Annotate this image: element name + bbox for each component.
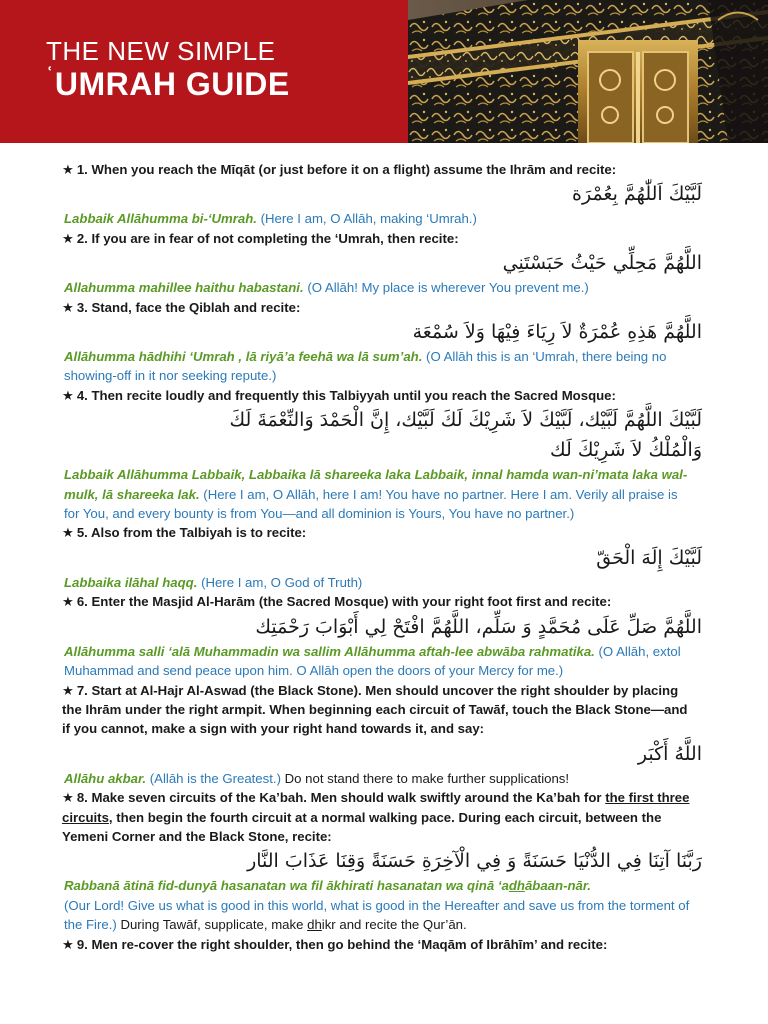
step-7-recitation xyxy=(64,769,692,788)
step-5-transliteration: Labbaika ilāhal haqq. xyxy=(64,574,198,590)
step-4-arabic-line-2: وَالْمُلْكُ لاَ شَرِيْكَ لَك xyxy=(550,439,702,462)
step-7-note: Do not stand there to make further supplications! xyxy=(284,770,570,786)
title-line-1: THE NEW SIMPLE xyxy=(46,36,276,66)
step-7-transliteration: Allāhu akbar. xyxy=(64,770,147,786)
header-banner xyxy=(0,0,768,143)
title-mark: ʿ xyxy=(46,63,54,88)
step-6-transliteration: Allāhumma salli ‘alā Muhammadin wa sallim Allāhumma aftah-lee abwāba rahmatika. xyxy=(64,643,595,659)
step-1-recitation xyxy=(64,209,692,228)
step-2-translation: (O Allāh! My place is wherever You prevent me.) xyxy=(307,280,589,296)
step-8-note-underlined: dh xyxy=(307,917,322,933)
step-7-arabic: اللَّهُ أَكْبَر xyxy=(637,742,702,765)
step-5-text: 5. Also from the Talbiyah is to recite: xyxy=(76,525,307,541)
step-4-recitation xyxy=(64,465,692,523)
step-2-text: 2. If you are in fear of not completing the ‘Umrah, then recite: xyxy=(76,230,459,246)
step-1-translation: (Here I am, O Allāh, making ‘Umrah.) xyxy=(260,211,477,227)
step-8-note-b: ikr and recite the Qur’ān. xyxy=(321,917,467,933)
step-4-transliteration: Labbaik Allāhumma Labbaik, Labbaika lā shareeka laka Labbaik, innal hamda wan-ni’mata laka wal-mulk, lā shareeka lak. xyxy=(64,467,688,502)
step-9-heading xyxy=(62,935,692,954)
step-6-heading xyxy=(62,592,692,611)
star-icon: ★ xyxy=(62,387,74,403)
step-3-translation: (O Allāh this is an ‘Umrah, there being no showing-off in it nor seeking repute.) xyxy=(64,349,667,384)
step-6-arabic: اللَّهُمَّ صَلِّ عَلَى مُحَمَّدٍ وَ سَلِّم، اللَّهُمَّ افْتَحْ لِي أَبْوَابَ رَحْمَتِك xyxy=(255,615,702,638)
step-4-translation: (Here I am, O Allāh, here I am! You have no partner. Here I am. Verily all praise is for You, and every bounty is from You—and all dominion is Yours, You have no partner.) xyxy=(64,486,678,522)
step-8-arabic: رَبَّنَا آتِنَا فِي الدُّنْيَا حَسَنَةً وَ فِي الْآخِرَةِ حَسَنَةً وَقِنَا عَذَابَ النَّار xyxy=(247,850,702,873)
step-5-translation: (Here I am, O God of Truth) xyxy=(201,574,363,590)
step-3-arabic: اللَّهُمَّ هَذِهِ عُمْرَةٌ لاَ رِيَاءَ فِيْهَا وَلاَ سُمْعَة xyxy=(412,321,702,344)
step-5-heading xyxy=(62,523,692,542)
step-1-arabic: لَبَّيْكَ اَللّٰهُمَّ بِعُمْرَة xyxy=(572,183,702,206)
step-8-translit-underlined: dh xyxy=(508,878,525,894)
step-1-text: 1. When you reach the Mīqāt (or just before it on a flight) assume the Ihrām and recite: xyxy=(76,162,617,177)
step-1-heading xyxy=(62,160,692,179)
document-title xyxy=(46,36,290,102)
star-icon: ★ xyxy=(62,790,74,806)
step-9-text: 9. Men re-cover the right shoulder, then go behind the ‘Maqām of Ibrāhīm’ and recite: xyxy=(76,936,608,952)
title-line-2-text: UMRAH GUIDE xyxy=(54,66,290,102)
step-2-transliteration: Allahumma mahillee haithu habastani. xyxy=(64,280,304,296)
step-6-translation: (O Allāh, extol Muhammad and send peace upon him. O Allāh open the doors of your Mercy for me.) xyxy=(64,643,681,679)
step-1-transliteration: Labbaik Allāhumma bi-‘Umrah. xyxy=(64,211,257,227)
step-8-recitation xyxy=(64,896,692,935)
guide-content xyxy=(62,160,702,954)
step-8-transliteration xyxy=(64,876,692,895)
step-7-heading xyxy=(62,681,692,739)
step-7-text: 7. Start at Al-Hajr Al-Aswad (the Black Stone). Men should uncover the right shoulder by placing the Ihrām under the right armpit. When beginning each circuit of Tawāf, touch the Black Stone—and if you cannot, make a sign with your right hand towards it, and say: xyxy=(62,682,688,737)
step-8-heading xyxy=(62,788,692,846)
step-6-recitation xyxy=(64,642,692,681)
step-3-text: 3. Stand, face the Qiblah and recite: xyxy=(76,299,301,315)
step-8-note-a: During Tawāf, supplicate, make xyxy=(120,917,308,933)
step-2-arabic: اللَّهُمَّ مَحِلِّي حَيْثُ حَبَسْتَنِي xyxy=(502,252,702,275)
step-8-translit-b: ābaan-nār. xyxy=(524,878,591,894)
kaaba-door-image xyxy=(408,0,768,143)
star-icon: ★ xyxy=(62,594,74,610)
star-icon: ★ xyxy=(62,230,74,246)
step-8-translation: (Our Lord! Give us what is good in this world, what is good in the Hereafter and save us from the torment of the Fire.) xyxy=(64,897,690,933)
step-2-heading xyxy=(62,229,692,248)
star-icon: ★ xyxy=(62,682,74,698)
kaaba-door-photo xyxy=(408,0,768,143)
step-4-text: 4. Then recite loudly and frequently this Talbiyyah until you reach the Sacred Mosque: xyxy=(76,387,616,403)
step-2-recitation xyxy=(64,278,692,297)
step-8-translit-a: Rabbanā ātinā fid-dunyā hasanatan wa fil ākhirati hasanatan wa qinā ‘a xyxy=(64,878,509,894)
star-icon: ★ xyxy=(62,525,74,541)
step-7-translation: (Allāh is the Greatest.) xyxy=(149,770,281,786)
step-8-text-b: , then begin the fourth circuit at a normal walking pace. During each circuit, between the Yemeni Corner and the Black Stone, recite: xyxy=(62,809,662,844)
step-5-recitation xyxy=(64,573,692,592)
star-icon: ★ xyxy=(62,162,74,177)
step-5-arabic: لَبَّيْكَ إِلَهَ الْحَقّ xyxy=(596,546,702,569)
title-line-2 xyxy=(46,63,290,102)
step-3-heading xyxy=(62,298,692,317)
star-icon: ★ xyxy=(62,299,74,315)
star-icon: ★ xyxy=(62,936,74,952)
step-6-text: 6. Enter the Masjid Al-Harām (the Sacred Mosque) with your right foot first and recite: xyxy=(76,594,612,610)
step-4-heading xyxy=(62,386,692,405)
step-8-text-a: 8. Make seven circuits of the Ka’bah. Men should walk swiftly around the Ka’bah for xyxy=(76,790,602,806)
step-4-arabic-line-1: لَبَّيْكَ اللَّهُمَّ لَبَّيْك، لَبَّيْكَ لاَ شَرِيْكَ لَكَ لَبَّيْك، إِنَّ الْحَمْدَ وَالنِّعْمَةَ لَكَ xyxy=(229,409,702,432)
step-8-text-underlined: the first three circuits xyxy=(62,790,690,825)
step-3-transliteration: Allāhumma hādhihi ‘Umrah , lā riyā’a feehā wa lā sum’ah. xyxy=(64,349,423,365)
step-3-recitation xyxy=(64,347,692,386)
